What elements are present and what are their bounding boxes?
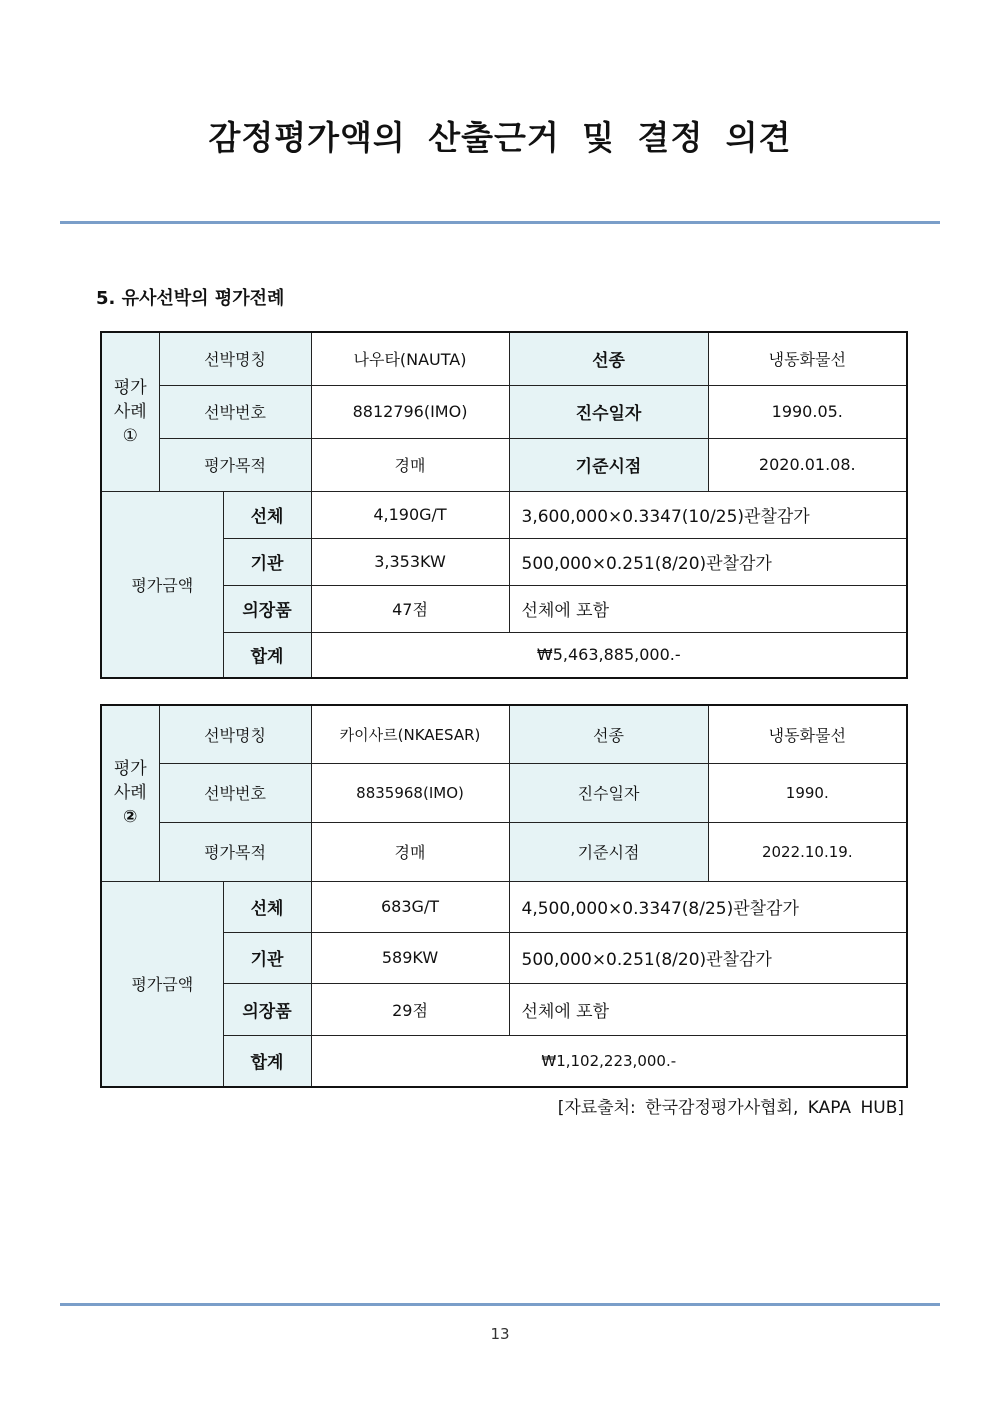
launch-date-label: 진수일자 — [509, 763, 708, 822]
engine-value: 589KW — [311, 932, 509, 983]
page-title: 감정평가액의 산출근거 및 결정 의견 — [208, 118, 792, 157]
hull-value: 4,190G/T — [311, 491, 509, 538]
appraisal-case-table-2 — [100, 704, 908, 1088]
base-date-value: 2022.10.19. — [708, 822, 907, 881]
purpose-label: 평가목적 — [159, 438, 311, 491]
launch-date-label: 진수일자 — [509, 385, 708, 438]
outfit-label: 의장품 — [223, 585, 311, 632]
base-date-label: 기준시점 — [509, 822, 708, 881]
ship-number-label: 선박번호 — [159, 763, 311, 822]
hull-value: 683G/T — [311, 881, 509, 932]
appraisal-case-table-1 — [100, 331, 908, 679]
total-value: ₩5,463,885,000.- — [311, 632, 907, 678]
base-date-value: 2020.01.08. — [708, 438, 907, 491]
case-label: 평가 사례 ① — [101, 332, 159, 491]
hull-calculation: 4,500,000×0.3347(8/25)관찰감가 — [509, 881, 907, 932]
base-date-label: 기준시점 — [509, 438, 708, 491]
amount-label: 평가금액 — [101, 881, 223, 1087]
engine-calculation: 500,000×0.251(8/20)관찰감가 — [509, 932, 907, 983]
engine-label: 기관 — [223, 538, 311, 585]
ship-type-label: 선종 — [509, 332, 708, 385]
engine-calculation: 500,000×0.251(8/20)관찰감가 — [509, 538, 907, 585]
section-heading: 5. 유사선박의 평가전례 — [96, 288, 285, 309]
total-label: 합계 — [223, 1035, 311, 1087]
ship-type-value: 냉동화물선 — [708, 705, 907, 763]
engine-label: 기관 — [223, 932, 311, 983]
launch-date-value: 1990.05. — [708, 385, 907, 438]
launch-date-value: 1990. — [708, 763, 907, 822]
footer-divider — [60, 1303, 940, 1306]
ship-number-value: 8835968(IMO) — [311, 763, 509, 822]
outfit-value: 29점 — [311, 983, 509, 1035]
amount-label: 평가금액 — [101, 491, 223, 678]
case-label: 평가 사례 ② — [101, 705, 159, 881]
ship-name-value: 카이사르(NKAESAR) — [311, 705, 509, 763]
ship-type-value: 냉동화물선 — [708, 332, 907, 385]
hull-calculation: 3,600,000×0.3347(10/25)관찰감가 — [509, 491, 907, 538]
source-note: [자료출처: 한국감정평가사협회, KAPA HUB] — [557, 1098, 904, 1118]
page-number: 13 — [490, 1325, 510, 1343]
outfit-value: 47점 — [311, 585, 509, 632]
ship-name-value: 나우타(NAUTA) — [311, 332, 509, 385]
total-value: ₩1,102,223,000.- — [311, 1035, 907, 1087]
ship-name-label: 선박명칭 — [159, 332, 311, 385]
ship-number-value: 8812796(IMO) — [311, 385, 509, 438]
purpose-label: 평가목적 — [159, 822, 311, 881]
hull-label: 선체 — [223, 881, 311, 932]
hull-label: 선체 — [223, 491, 311, 538]
total-label: 합계 — [223, 632, 311, 678]
header-divider — [60, 221, 940, 224]
outfit-calculation: 선체에 포함 — [509, 983, 907, 1035]
engine-value: 3,353KW — [311, 538, 509, 585]
ship-number-label: 선박번호 — [159, 385, 311, 438]
purpose-value: 경매 — [311, 822, 509, 881]
ship-name-label: 선박명칭 — [159, 705, 311, 763]
ship-type-label: 선종 — [509, 705, 708, 763]
purpose-value: 경매 — [311, 438, 509, 491]
outfit-label: 의장품 — [223, 983, 311, 1035]
outfit-calculation: 선체에 포함 — [509, 585, 907, 632]
